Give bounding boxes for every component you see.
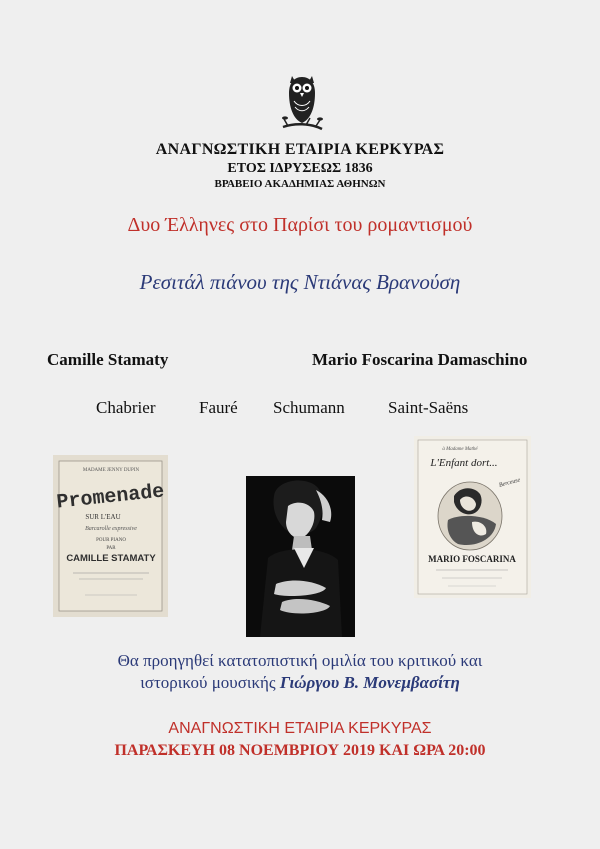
event-title: Δυο Έλληνες στο Παρίσι του ρομαντισμού — [127, 214, 473, 236]
promenade-score-cover — [53, 455, 168, 617]
enfant-dort-score-cover — [414, 436, 531, 598]
score-right-composer: MARIO FOSCARINA — [428, 554, 516, 564]
score-left-composer: CAMILLE STAMATY — [66, 553, 156, 564]
score-left-sub3: POUR PIANO — [96, 538, 126, 543]
score-left-sub4: PAR — [106, 546, 116, 551]
pianist-portrait-photo — [246, 476, 355, 637]
composer-damaschino: Mario Foscarina Damaschino — [312, 350, 528, 369]
speaker-name: Γιώργου Β. Μονεμβασίτη — [279, 673, 460, 692]
score-right-dedication: à Madame Mathé — [442, 447, 478, 452]
event-subtitle: Ρεσιτάλ πιάνου της Ντιάνας Βρανούση — [139, 270, 461, 294]
composer-saint-saens: Saint-Saëns — [388, 398, 469, 417]
score-left-sub2: Barcarolle expressive — [85, 526, 137, 532]
lecture-line-2 — [0, 673, 600, 693]
score-left-sub1: SUR L'EAU — [85, 513, 121, 521]
score-left-dedication: MADAME JENNY DUPIN — [82, 468, 140, 473]
composer-schumann: Schumann — [273, 398, 345, 417]
lecture-line-1: Θα προηγηθεί κατατοπιστική ομιλία του κριτικού και — [117, 651, 483, 670]
composer-chabrier: Chabrier — [96, 398, 156, 417]
composer-faure: Fauré — [199, 398, 238, 417]
score-right-title: L'Enfant dort... — [430, 457, 498, 469]
award-line: ΒΡΑΒΕΙΟ ΑΚΑΔΗΜΙΑΣ ΑΘΗΝΩΝ — [214, 178, 386, 190]
score-right-side-label: Berceuse — [498, 477, 522, 489]
venue: ΑΝΑΓΝΩΣΤΙΚΗ ΕΤΑΙΡΙΑ ΚΕΡΚΥΡΑΣ — [168, 720, 432, 737]
lecture-line-2-prefix: ιστορικού μουσικής — [140, 673, 276, 692]
founding-year: ΕΤΟΣ ΙΔΡΥΣΕΩΣ 1836 — [227, 161, 373, 176]
organization-name: ΑΝΑΓΝΩΣΤΙΚΗ ΕΤΑΙΡΙΑ ΚΕΡΚΥΡΑΣ — [155, 141, 445, 158]
composer-stamaty: Camille Stamaty — [47, 350, 169, 369]
score-left-title: Promenade — [55, 480, 166, 515]
owl-logo-icon — [280, 73, 324, 135]
event-datetime: ΠΑΡΑΣΚΕΥΗ 08 ΝΟΕΜΒΡΙΟΥ 2019 ΚΑΙ ΩΡΑ 20:00 — [114, 742, 486, 759]
